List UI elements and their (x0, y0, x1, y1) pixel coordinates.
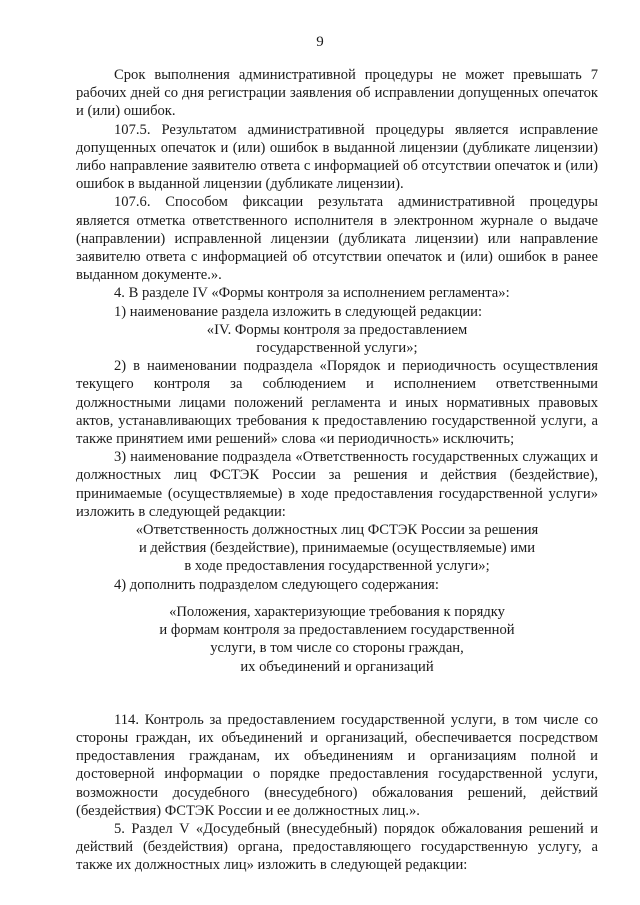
paragraph: Срок выполнения административной процедуры не может превышать 7 рабочих дней со дня регистрации заявления об исправлении допущенных опечаток и (или) ошибок. (76, 67, 598, 120)
paragraph: 1) наименование раздела изложить в следующей редакции: (114, 303, 483, 320)
subsection-heading-line: их объединений и организаций (240, 658, 434, 675)
quoted-heading-line: государственной услуги»; (256, 340, 418, 357)
quoted-heading-line: в ходе предоставления государственной услуги»; (184, 558, 490, 575)
paragraph: 3) наименование подраздела «Ответственность государственных служащих и должностных лиц ФСТЭК России за решения и действия (бездействие), принимаемые (осуществляемые) в ходе предоставления государственной услуги» изложить в следующей редакции: (76, 449, 598, 520)
paragraph: 114. Контроль за предоставлением государственной услуги, в том числе со стороны граждан, их объединений и организаций, обеспечивается посредством предоставления гражданам, их объединениям и организациям полной и достоверной информации о порядке предоставления государственной услуги, возможности досудебного (внесудебного) обжалования решений, действий (бездействия) ФСТЭК России и ее должностных лиц.». (76, 711, 598, 819)
paragraph: 107.6. Способом фиксации результата административной процедуры является отметка ответственного исполнителя в электронном журнале о выдаче (направлении) исправленной лицензии (дубликата лицензии) или направление заявителю ответа с информацией об отсутствии опечаток и (или) ошибок в ранее выданном документе.». (76, 194, 598, 284)
paragraph: 4. В разделе IV «Формы контроля за исполнением регламента»: (114, 285, 510, 302)
quoted-heading-line: и действия (бездействие), принимаемые (осуществляемые) ими (138, 540, 536, 557)
page-number: 9 (316, 34, 324, 50)
subsection-heading-line: «Положения, характеризующие требования к порядку (169, 603, 505, 620)
document-body (76, 66, 598, 875)
paragraph: 5. Раздел V «Досудебный (внесудебный) порядок обжалования решений и действий (бездействия) органа, предоставляющего государственную услугу, а также их должностных лиц» изложить в следующей редакции: (76, 820, 598, 874)
paragraph: 2) в наименовании подраздела «Порядок и периодичность осуществления текущего контроля за соблюдением и исполнением ответственными должностными лицами положений регламента и иных нормативных правовых актов, устанавливающих требования к предоставлению государственной услуги, а также принятием ими решений» слова «и периодичность» исключить; (76, 358, 598, 448)
subsection-heading-line: и формам контроля за предоставлением государственной (159, 622, 515, 639)
quoted-heading-line: «IV. Формы контроля за предоставлением (206, 321, 468, 338)
paragraph: 4) дополнить подразделом следующего содержания: (114, 576, 439, 593)
quoted-heading-line: «Ответственность должностных лиц ФСТЭК России за решения (135, 522, 539, 539)
subsection-heading-line: услуги, в том числе со стороны граждан, (210, 640, 464, 657)
paragraph: 107.5. Результатом административной процедуры является исправление допущенных опечаток и (или) ошибок в выданной лицензии (дубликате лицензии) либо направление заявителю ответа с информацией об отсутствии опечаток и (или) ошибок в выданной лицензии (дубликате лицензии). (76, 121, 598, 193)
